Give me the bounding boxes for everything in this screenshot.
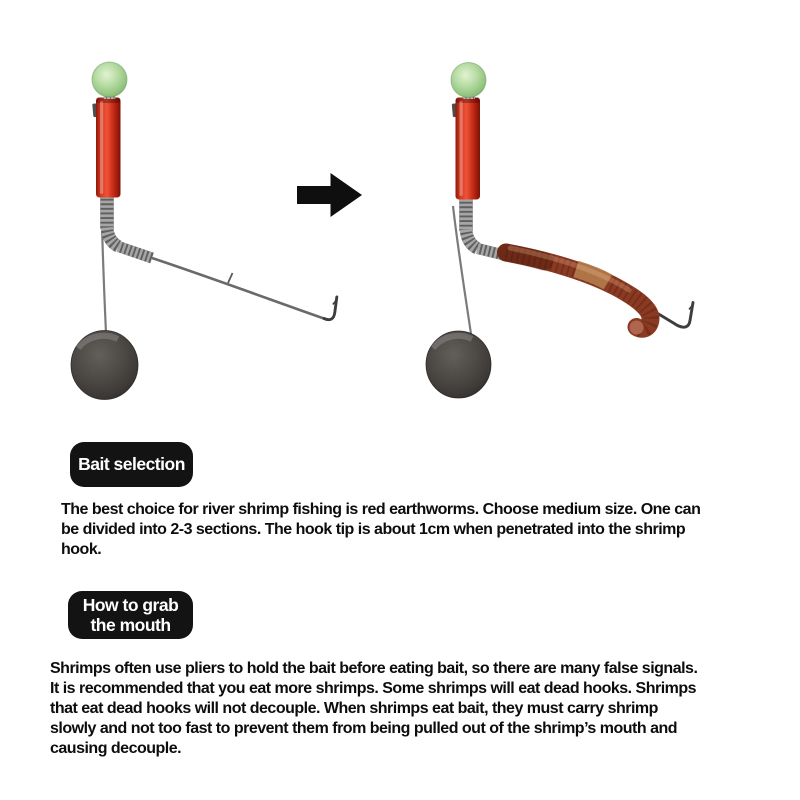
badge-how-to-grab-the-mouth: How to grab the mouth xyxy=(68,591,193,639)
how-to-grab-the-mouth-text: Shrimps often use pliers to hold the bait before eating bait, so there are many false signals. It is recommended that you eat more shrimps. Some shrimps will eat dead hooks. Shrimps that eat dead hooks will not decouple. When shrimps eat bait, they must carry shrimp slowly and not too fast to prevent them from being pulled out of the shrimp’s mouth and causing decouple. xyxy=(50,660,698,757)
rig-before-illustration xyxy=(71,62,337,400)
red-tube xyxy=(96,98,121,198)
red-tube-highlight xyxy=(100,101,103,194)
wire-barb xyxy=(228,273,233,283)
badge-bait-selection: Bait selection xyxy=(70,442,193,487)
rig-with-worm-illustration xyxy=(426,63,693,399)
red-tube xyxy=(456,98,481,200)
red-tube-highlight xyxy=(460,101,463,196)
hook xyxy=(324,297,337,320)
bait-selection-text: The best choice for river shrimp fishing is red earthworms. Choose medium size. One can be divided into 2-3 sections. The hook tip is about 1cm when penetrated into the shrimp hook. xyxy=(61,501,701,558)
earthworm-tail-tip xyxy=(630,321,644,335)
hook-shank-wire xyxy=(152,258,324,319)
arrow-right-icon xyxy=(297,173,362,217)
